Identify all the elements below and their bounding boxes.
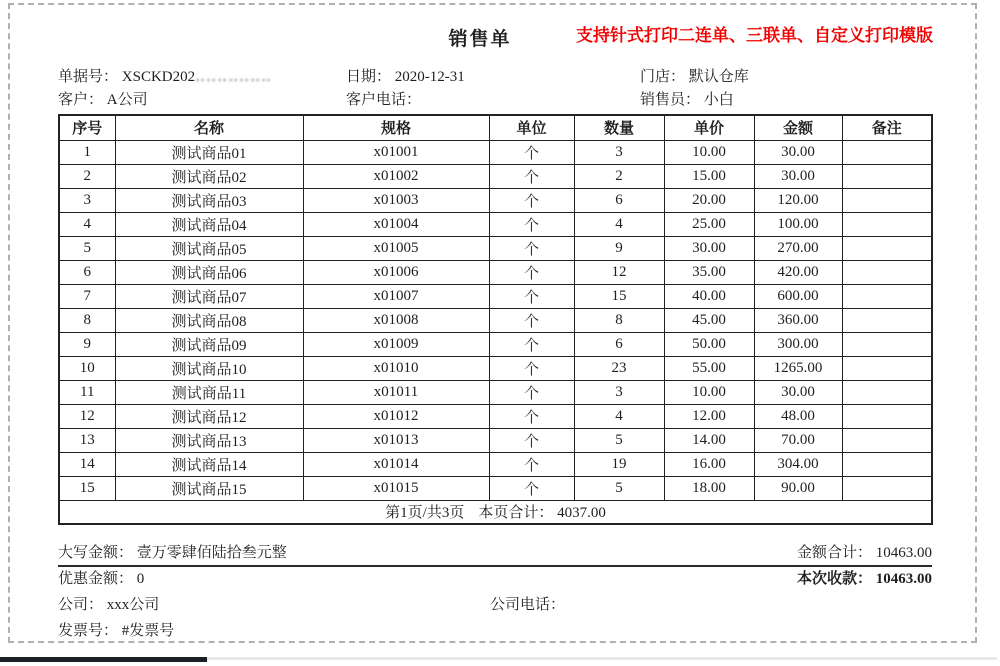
store-field — [640, 66, 933, 89]
cell-no: 12 — [59, 404, 115, 428]
received-field — [797, 567, 932, 593]
discount-field — [58, 567, 144, 593]
customer-value: A公司 — [106, 92, 148, 108]
cell-unit: 个 — [489, 236, 574, 260]
salesperson-label: 销售员： — [640, 92, 701, 108]
header-fields — [58, 66, 933, 112]
customer-phone-field — [346, 89, 640, 112]
cell-note — [842, 164, 932, 188]
table-header-row — [59, 115, 932, 140]
table-footer-row — [59, 500, 932, 524]
company-phone-field — [490, 593, 565, 618]
cell-qty: 4 — [574, 404, 664, 428]
amount-words-field — [58, 541, 287, 565]
cell-spec: x01006 — [303, 260, 489, 284]
cell-no: 4 — [59, 212, 115, 236]
col-header-note: 备注 — [842, 115, 932, 140]
cell-spec: x01012 — [303, 404, 489, 428]
store-label: 门店： — [640, 69, 686, 85]
doc-no-value: XSCKD202 — [121, 69, 196, 85]
cell-price: 55.00 — [664, 356, 754, 380]
cell-price: 18.00 — [664, 476, 754, 500]
table-row — [59, 476, 932, 500]
cell-unit: 个 — [489, 476, 574, 500]
table-row — [59, 356, 932, 380]
cell-amount: 1265.00 — [754, 356, 842, 380]
cell-unit: 个 — [489, 260, 574, 284]
cell-price: 25.00 — [664, 212, 754, 236]
cell-no: 10 — [59, 356, 115, 380]
cell-unit: 个 — [489, 332, 574, 356]
cell-price: 10.00 — [664, 140, 754, 164]
cell-qty: 15 — [574, 284, 664, 308]
cell-qty: 6 — [574, 332, 664, 356]
amount-total-field — [797, 541, 932, 565]
cell-unit: 个 — [489, 188, 574, 212]
cell-no: 14 — [59, 452, 115, 476]
col-header-spec: 规格 — [303, 115, 489, 140]
col-header-name: 名称 — [115, 115, 303, 140]
cell-note — [842, 308, 932, 332]
amount-words-value: 壹万零肆佰陆拾叁元整 — [136, 545, 287, 561]
amount-total-label: 金额合计： — [796, 545, 872, 561]
cell-price: 40.00 — [664, 284, 754, 308]
cell-note — [842, 260, 932, 284]
cell-name: 测试商品05 — [115, 236, 303, 260]
table-row — [59, 332, 932, 356]
cell-name: 测试商品15 — [115, 476, 303, 500]
cell-price: 12.00 — [664, 404, 754, 428]
amount-total-value: 10463.00 — [875, 545, 932, 561]
cell-price: 20.00 — [664, 188, 754, 212]
cell-amount: 420.00 — [754, 260, 842, 284]
cell-note — [842, 428, 932, 452]
cell-price: 15.00 — [664, 164, 754, 188]
table-row — [59, 284, 932, 308]
invoice-field — [58, 619, 174, 645]
table-row — [59, 308, 932, 332]
totals-section — [58, 541, 932, 645]
items-body — [59, 140, 932, 500]
cell-qty: 5 — [574, 428, 664, 452]
doc-no-field — [58, 66, 346, 89]
cell-unit: 个 — [489, 212, 574, 236]
store-value: 默认仓库 — [688, 69, 749, 85]
cell-amount: 30.00 — [754, 380, 842, 404]
page-title: 销售单 — [448, 29, 512, 50]
cell-amount: 30.00 — [754, 140, 842, 164]
col-header-qty: 数量 — [574, 115, 664, 140]
company-label: 公司： — [58, 597, 104, 613]
cell-name: 测试商品07 — [115, 284, 303, 308]
cell-spec: x01004 — [303, 212, 489, 236]
cell-unit: 个 — [489, 452, 574, 476]
table-row — [59, 428, 932, 452]
cell-spec: x01009 — [303, 332, 489, 356]
cell-no: 1 — [59, 140, 115, 164]
table-row — [59, 236, 932, 260]
salesperson-field — [640, 89, 933, 112]
cell-amount: 48.00 — [754, 404, 842, 428]
cell-name: 测试商品03 — [115, 188, 303, 212]
cell-qty: 2 — [574, 164, 664, 188]
cell-name: 测试商品04 — [115, 212, 303, 236]
cell-amount: 360.00 — [754, 308, 842, 332]
cell-no: 13 — [59, 428, 115, 452]
cell-price: 14.00 — [664, 428, 754, 452]
cell-amount: 270.00 — [754, 236, 842, 260]
col-header-unit: 单位 — [489, 115, 574, 140]
cell-amount: 120.00 — [754, 188, 842, 212]
cell-name: 测试商品10 — [115, 356, 303, 380]
cell-qty: 3 — [574, 140, 664, 164]
cell-spec: x01005 — [303, 236, 489, 260]
cell-spec: x01013 — [303, 428, 489, 452]
cell-spec: x01007 — [303, 284, 489, 308]
amount-words-label: 大写金额： — [58, 545, 134, 561]
cell-note — [842, 284, 932, 308]
cell-name: 测试商品01 — [115, 140, 303, 164]
date-field — [346, 66, 640, 89]
cell-no: 5 — [59, 236, 115, 260]
invoice-row — [58, 619, 932, 645]
date-label: 日期： — [346, 69, 392, 85]
cell-spec: x01002 — [303, 164, 489, 188]
cell-qty: 4 — [574, 212, 664, 236]
date-value: 2020-12-31 — [394, 69, 465, 85]
table-row — [59, 260, 932, 284]
table-row — [59, 380, 932, 404]
cell-unit: 个 — [489, 356, 574, 380]
cell-amount: 600.00 — [754, 284, 842, 308]
cell-unit: 个 — [489, 404, 574, 428]
cell-no: 15 — [59, 476, 115, 500]
company-row — [58, 593, 932, 619]
company-value: xxx公司 — [106, 597, 160, 613]
cell-qty: 3 — [574, 380, 664, 404]
cell-spec: x01011 — [303, 380, 489, 404]
cell-price: 50.00 — [664, 332, 754, 356]
customer-phone-label: 客户电话： — [346, 92, 422, 108]
col-header-price: 单价 — [664, 115, 754, 140]
cell-spec: x01008 — [303, 308, 489, 332]
cell-spec: x01015 — [303, 476, 489, 500]
cell-amount: 300.00 — [754, 332, 842, 356]
cell-no: 7 — [59, 284, 115, 308]
company-field — [58, 593, 159, 619]
cell-name: 测试商品02 — [115, 164, 303, 188]
table-row — [59, 212, 932, 236]
cell-spec: x01001 — [303, 140, 489, 164]
cell-qty: 9 — [574, 236, 664, 260]
received-label: 本次收款： — [796, 571, 872, 587]
cell-note — [842, 356, 932, 380]
header-row-1 — [58, 66, 933, 89]
page-footer-cell — [59, 500, 932, 524]
cell-note — [842, 140, 932, 164]
bottom-scrollbar-thumb[interactable] — [0, 657, 207, 662]
cell-no: 8 — [59, 308, 115, 332]
invoice-label: 发票号： — [58, 623, 119, 639]
header-row-2 — [58, 89, 933, 112]
cell-no: 6 — [59, 260, 115, 284]
cell-unit: 个 — [489, 164, 574, 188]
cell-no: 3 — [59, 188, 115, 212]
cell-note — [842, 212, 932, 236]
cell-price: 35.00 — [664, 260, 754, 284]
cell-price: 45.00 — [664, 308, 754, 332]
cell-qty: 12 — [574, 260, 664, 284]
table-row — [59, 188, 932, 212]
cell-price: 30.00 — [664, 236, 754, 260]
cell-spec: x01014 — [303, 452, 489, 476]
cell-note — [842, 236, 932, 260]
cell-no: 9 — [59, 332, 115, 356]
cell-note — [842, 452, 932, 476]
customer-label: 客户： — [58, 92, 104, 108]
doc-no-label: 单据号： — [58, 69, 119, 85]
cell-note — [842, 188, 932, 212]
table-row — [59, 452, 932, 476]
amount-words-row — [58, 541, 932, 567]
cell-spec: x01010 — [303, 356, 489, 380]
cell-unit: 个 — [489, 284, 574, 308]
table-row — [59, 164, 932, 188]
print-support-notice: 支持针式打印二连单、三联单、自定义打印模版 — [576, 26, 933, 45]
customer-field — [58, 89, 346, 112]
cell-no: 11 — [59, 380, 115, 404]
cell-unit: 个 — [489, 428, 574, 452]
cell-name: 测试商品09 — [115, 332, 303, 356]
cell-spec: x01003 — [303, 188, 489, 212]
cell-note — [842, 404, 932, 428]
cell-amount: 30.00 — [754, 164, 842, 188]
items-table — [58, 114, 933, 525]
table-row — [59, 140, 932, 164]
discount-label: 优惠金额： — [58, 571, 134, 587]
discount-row — [58, 567, 932, 593]
cell-note — [842, 476, 932, 500]
cell-price: 16.00 — [664, 452, 754, 476]
cell-amount: 70.00 — [754, 428, 842, 452]
salesperson-value: 小白 — [703, 92, 734, 108]
cell-no: 2 — [59, 164, 115, 188]
page-total-label: 本页合计： — [478, 505, 554, 522]
cell-qty: 8 — [574, 308, 664, 332]
cell-unit: 个 — [489, 308, 574, 332]
cell-amount: 90.00 — [754, 476, 842, 500]
cell-note — [842, 380, 932, 404]
bottom-scrollbar-track — [207, 657, 997, 660]
cell-name: 测试商品08 — [115, 308, 303, 332]
company-phone-label: 公司电话： — [490, 597, 566, 613]
cell-qty: 19 — [574, 452, 664, 476]
cell-name: 测试商品14 — [115, 452, 303, 476]
received-value: 10463.00 — [875, 571, 932, 587]
cell-name: 测试商品06 — [115, 260, 303, 284]
cell-name: 测试商品13 — [115, 428, 303, 452]
cell-qty: 23 — [574, 356, 664, 380]
col-header-no: 序号 — [59, 115, 115, 140]
page-total-value: 4037.00 — [557, 505, 606, 522]
cell-amount: 304.00 — [754, 452, 842, 476]
cell-amount: 100.00 — [754, 212, 842, 236]
invoice-value: #发票号 — [121, 623, 175, 639]
cell-unit: 个 — [489, 380, 574, 404]
table-row — [59, 404, 932, 428]
cell-unit: 个 — [489, 140, 574, 164]
page-info: 第1页/共3页 — [385, 505, 465, 522]
cell-qty: 5 — [574, 476, 664, 500]
cell-qty: 6 — [574, 188, 664, 212]
discount-value: 0 — [136, 571, 145, 587]
col-header-amount: 金额 — [754, 115, 842, 140]
cell-price: 10.00 — [664, 380, 754, 404]
cell-name: 测试商品11 — [115, 380, 303, 404]
cell-name: 测试商品12 — [115, 404, 303, 428]
cell-note — [842, 332, 932, 356]
doc-no-redacted: ‥‥‥‥‥‥‥ — [195, 69, 273, 85]
